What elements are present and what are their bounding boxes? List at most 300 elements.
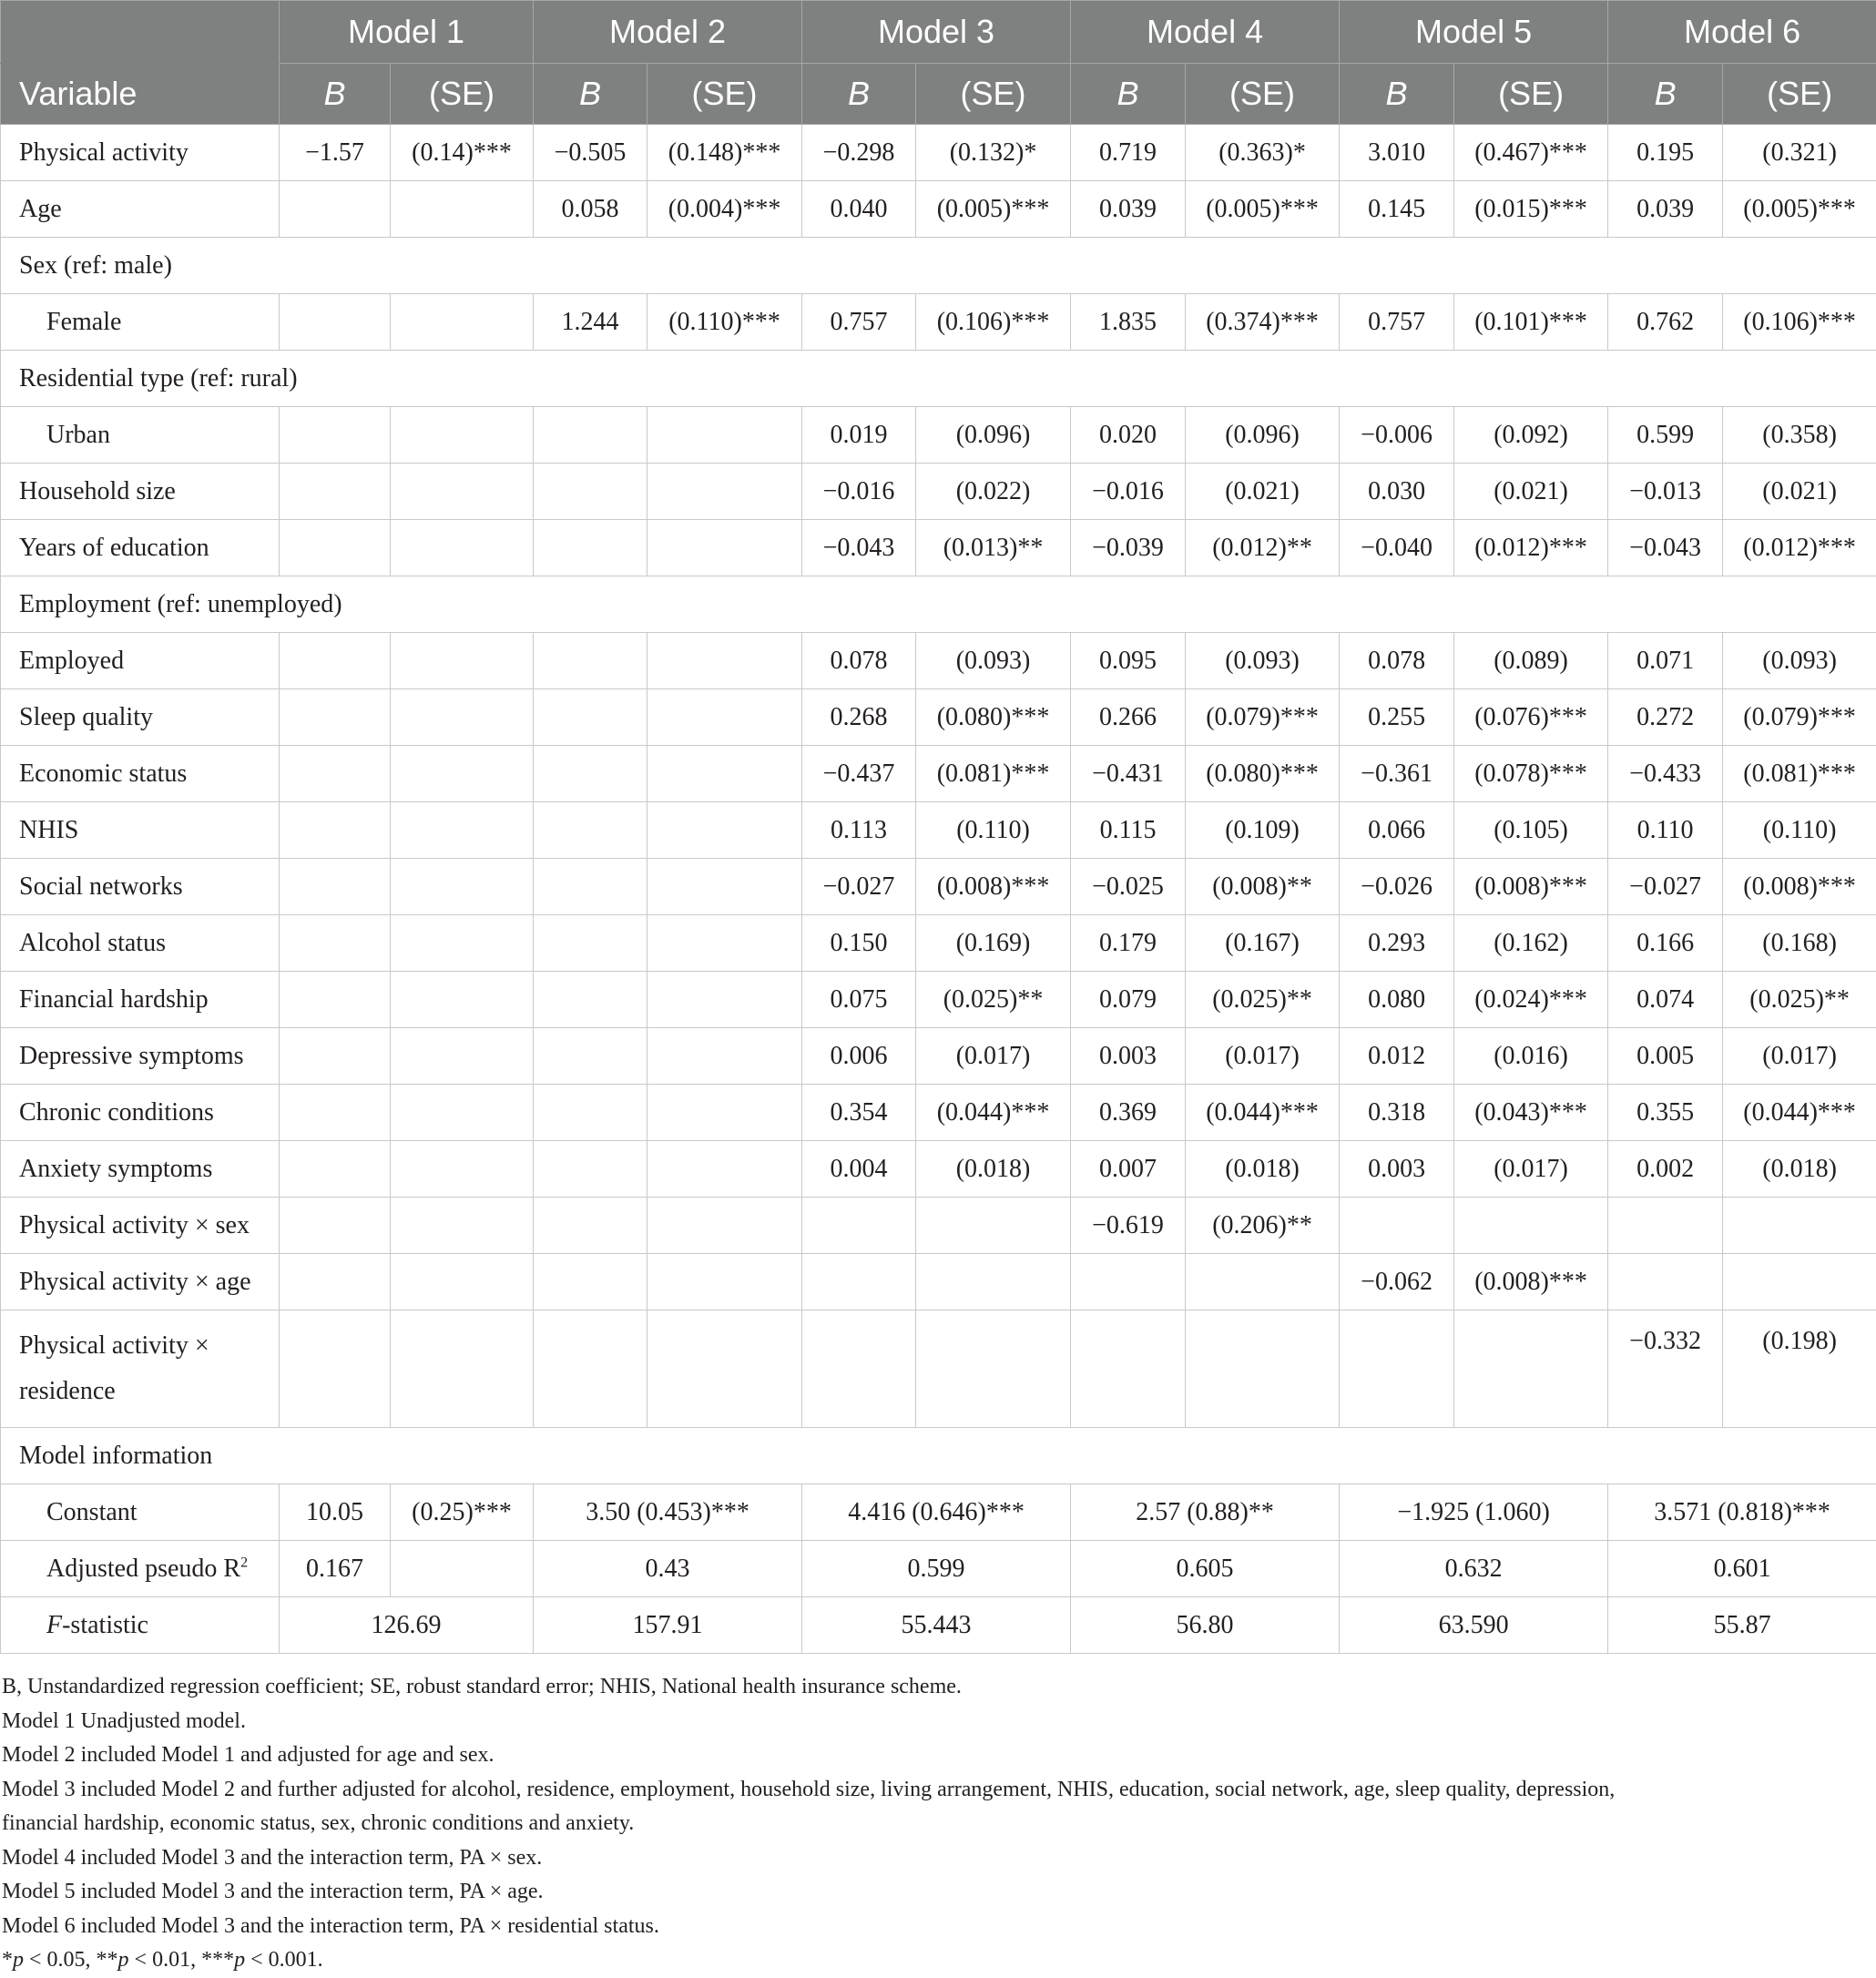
cell-se: (0.008)*** — [916, 859, 1071, 915]
note-model-3-line-2: financial hardship, economic status, sex, chronic conditions and anxiety. — [2, 1807, 1876, 1841]
cell-se: (0.25)*** — [391, 1484, 534, 1541]
cell-merged: 0.632 — [1340, 1541, 1608, 1597]
cell-b — [802, 1198, 916, 1254]
header-se: (SE) — [1723, 64, 1876, 125]
cell-se: (0.14)*** — [391, 125, 534, 181]
cell-se: (0.206)** — [1186, 1198, 1340, 1254]
table-row — [1, 1028, 1876, 1085]
cell-se — [1454, 1310, 1608, 1428]
row-label: Employed — [1, 633, 280, 689]
cell-se — [916, 1198, 1071, 1254]
cell-b: 0.110 — [1608, 802, 1723, 859]
cell-se — [1454, 1198, 1608, 1254]
cell-se — [647, 1254, 802, 1310]
cell-se: (0.044)*** — [1186, 1085, 1340, 1141]
cell-b — [1608, 1198, 1723, 1254]
cell-b: 0.166 — [1608, 915, 1723, 972]
cell-se: (0.008)*** — [1454, 859, 1608, 915]
row-label: Social networks — [1, 859, 280, 915]
cell-se: (0.148)*** — [647, 125, 802, 181]
cell-b — [280, 294, 391, 351]
header-model-4: Model 4 — [1071, 1, 1340, 64]
constant-row — [1, 1484, 1876, 1541]
table-row — [1, 1085, 1876, 1141]
cell-b — [802, 1254, 916, 1310]
table-row — [1, 859, 1876, 915]
header-b: B — [1608, 64, 1723, 125]
table-body — [1, 125, 1876, 1654]
cell-se: (0.008)*** — [1723, 859, 1876, 915]
cell-b: 0.007 — [1071, 1141, 1186, 1198]
cell-se — [391, 689, 534, 746]
header-row-models — [1, 1, 1876, 64]
cell-se: (0.013)** — [916, 520, 1071, 576]
row-label: Household size — [1, 464, 280, 520]
table-row — [1, 802, 1876, 859]
header-model-3: Model 3 — [802, 1, 1071, 64]
cell-b: 0.003 — [1340, 1141, 1454, 1198]
cell-se — [647, 407, 802, 464]
cell-se: (0.044)*** — [1723, 1085, 1876, 1141]
header-model-5: Model 5 — [1340, 1, 1608, 64]
cell-b: −0.043 — [802, 520, 916, 576]
cell-se: (0.080)*** — [1186, 746, 1340, 802]
cell-b: −0.361 — [1340, 746, 1454, 802]
cell-b: 0.030 — [1340, 464, 1454, 520]
cell-se: (0.021) — [1186, 464, 1340, 520]
cell-b: 0.318 — [1340, 1085, 1454, 1141]
cell-b: 0.074 — [1608, 972, 1723, 1028]
cell-b: 0.078 — [802, 633, 916, 689]
cell-se: (0.093) — [1186, 633, 1340, 689]
cell-b: −0.027 — [802, 859, 916, 915]
cell-se: (0.093) — [1723, 633, 1876, 689]
cell-se — [391, 464, 534, 520]
cell-b — [1071, 1310, 1186, 1428]
row-label: Urban — [1, 407, 280, 464]
cell-se — [391, 1541, 534, 1597]
cell-se — [647, 915, 802, 972]
table-row — [1, 1310, 1876, 1428]
cell-se — [916, 1310, 1071, 1428]
cell-se — [391, 859, 534, 915]
cell-merged: 56.80 — [1071, 1597, 1340, 1654]
cell-b: 0.167 — [280, 1541, 391, 1597]
cell-se: (0.015)*** — [1454, 181, 1608, 238]
cell-merged: 2.57 (0.88)** — [1071, 1484, 1340, 1541]
row-label: Female — [1, 294, 280, 351]
table-row — [1, 125, 1876, 181]
row-label: Physical activity — [1, 125, 280, 181]
cell-b: 0.272 — [1608, 689, 1723, 746]
header-b: B — [280, 64, 391, 125]
sig-stars: ** — [97, 1948, 118, 1972]
table-row — [1, 746, 1876, 802]
cell-b: 0.039 — [1608, 181, 1723, 238]
cell-b: 0.005 — [1608, 1028, 1723, 1085]
cell-b: 0.071 — [1608, 633, 1723, 689]
row-label-text: -statistic — [62, 1611, 148, 1639]
cell-se — [391, 1254, 534, 1310]
cell-se: (0.321) — [1723, 125, 1876, 181]
cell-b: 0.293 — [1340, 915, 1454, 972]
cell-b — [534, 520, 647, 576]
cell-b: 0.079 — [1071, 972, 1186, 1028]
cell-se — [647, 520, 802, 576]
cell-se — [391, 915, 534, 972]
cell-se: (0.374)*** — [1186, 294, 1340, 351]
cell-se: (0.021) — [1723, 464, 1876, 520]
cell-se: (0.017) — [916, 1028, 1071, 1085]
cell-b: 0.058 — [534, 181, 647, 238]
row-label: Model information — [1, 1428, 1876, 1484]
cell-se: (0.162) — [1454, 915, 1608, 972]
row-label: Depressive symptoms — [1, 1028, 280, 1085]
cell-b: −0.016 — [1071, 464, 1186, 520]
cell-merged: 157.91 — [534, 1597, 802, 1654]
cell-b — [534, 1085, 647, 1141]
cell-b: −0.040 — [1340, 520, 1454, 576]
cell-se: (0.018) — [916, 1141, 1071, 1198]
cell-se — [391, 1198, 534, 1254]
cell-b: 0.599 — [1608, 407, 1723, 464]
cell-b: 0.145 — [1340, 181, 1454, 238]
cell-se: (0.169) — [916, 915, 1071, 972]
sig-p: p — [234, 1948, 245, 1972]
row-label — [1, 1541, 280, 1597]
note-model-5: Model 5 included Model 3 and the interaction term, PA × age. — [2, 1875, 1876, 1910]
cell-se — [391, 802, 534, 859]
cell-se: (0.198) — [1723, 1310, 1876, 1428]
cell-se: (0.110) — [916, 802, 1071, 859]
row-label — [1, 1597, 280, 1654]
cell-b — [280, 972, 391, 1028]
note-significance — [2, 1943, 1876, 1978]
cell-se: (0.043)*** — [1454, 1085, 1608, 1141]
cell-b: 0.095 — [1071, 633, 1186, 689]
cell-se: (0.004)*** — [647, 181, 802, 238]
cell-se: (0.079)*** — [1723, 689, 1876, 746]
cell-b — [534, 1254, 647, 1310]
cell-b — [280, 689, 391, 746]
cell-se: (0.076)*** — [1454, 689, 1608, 746]
header-variable: Variable — [1, 64, 280, 125]
cell-merged: 0.605 — [1071, 1541, 1340, 1597]
cell-merged: 55.87 — [1608, 1597, 1876, 1654]
row-label: Anxiety symptoms — [1, 1141, 280, 1198]
cell-se — [647, 802, 802, 859]
cell-b: 0.020 — [1071, 407, 1186, 464]
cell-b: −0.437 — [802, 746, 916, 802]
cell-se — [1723, 1254, 1876, 1310]
cell-se: (0.167) — [1186, 915, 1340, 972]
sig-threshold: < 0.001. — [245, 1948, 323, 1972]
row-label-italic: F — [46, 1611, 62, 1639]
cell-b: 0.369 — [1071, 1085, 1186, 1141]
cell-b: 0.354 — [802, 1085, 916, 1141]
cell-b: 0.195 — [1608, 125, 1723, 181]
cell-se: (0.363)* — [1186, 125, 1340, 181]
cell-b: 1.244 — [534, 294, 647, 351]
cell-b — [1071, 1254, 1186, 1310]
cell-se — [391, 1085, 534, 1141]
table-row — [1, 915, 1876, 972]
cell-b — [280, 1254, 391, 1310]
table-row — [1, 576, 1876, 633]
table-row — [1, 972, 1876, 1028]
cell-b: 0.019 — [802, 407, 916, 464]
cell-se: (0.005)*** — [1723, 181, 1876, 238]
cell-se — [1723, 1198, 1876, 1254]
row-label: Sex (ref: male) — [1, 238, 1876, 294]
cell-se: (0.017) — [1186, 1028, 1340, 1085]
table-notes — [0, 1654, 1876, 1978]
cell-se — [647, 689, 802, 746]
cell-b: −0.039 — [1071, 520, 1186, 576]
cell-b — [534, 802, 647, 859]
cell-b: −0.433 — [1608, 746, 1723, 802]
cell-b: 0.179 — [1071, 915, 1186, 972]
cell-se: (0.096) — [916, 407, 1071, 464]
cell-b: 0.078 — [1340, 633, 1454, 689]
cell-b — [280, 1141, 391, 1198]
cell-se — [647, 1198, 802, 1254]
header-model-2: Model 2 — [534, 1, 802, 64]
cell-b — [534, 633, 647, 689]
header-b: B — [1071, 64, 1186, 125]
cell-se: (0.017) — [1454, 1141, 1608, 1198]
table-row — [1, 181, 1876, 238]
sig-stars: *** — [201, 1948, 234, 1972]
cell-b: 1.835 — [1071, 294, 1186, 351]
table-row — [1, 520, 1876, 576]
table-row — [1, 633, 1876, 689]
cell-b: 0.066 — [1340, 802, 1454, 859]
cell-se: (0.008)*** — [1454, 1254, 1608, 1310]
cell-se: (0.005)*** — [1186, 181, 1340, 238]
cell-se: (0.018) — [1723, 1141, 1876, 1198]
cell-se — [647, 859, 802, 915]
cell-se: (0.081)*** — [916, 746, 1071, 802]
cell-se: (0.080)*** — [916, 689, 1071, 746]
cell-b — [534, 1310, 647, 1428]
cell-se: (0.093) — [916, 633, 1071, 689]
cell-merged: 3.50 (0.453)*** — [534, 1484, 802, 1541]
cell-b: −0.332 — [1608, 1310, 1723, 1428]
row-label: Chronic conditions — [1, 1085, 280, 1141]
cell-b — [534, 972, 647, 1028]
cell-b: −0.026 — [1340, 859, 1454, 915]
cell-b — [280, 915, 391, 972]
header-se: (SE) — [916, 64, 1071, 125]
table-row — [1, 464, 1876, 520]
cell-b — [280, 1198, 391, 1254]
cell-b — [802, 1310, 916, 1428]
table-row — [1, 1428, 1876, 1484]
cell-se: (0.017) — [1723, 1028, 1876, 1085]
row-label: Age — [1, 181, 280, 238]
cell-b — [1340, 1198, 1454, 1254]
cell-b: 0.355 — [1608, 1085, 1723, 1141]
header-se: (SE) — [1186, 64, 1340, 125]
cell-b — [534, 689, 647, 746]
note-model-3-line-1: Model 3 included Model 2 and further adjusted for alcohol, residence, employment, household size, living arrangement, NHIS, education, social network, age, sleep quality, depression, — [2, 1773, 1876, 1808]
note-model-1: Model 1 Unadjusted model. — [2, 1705, 1876, 1739]
cell-se: (0.025)** — [1186, 972, 1340, 1028]
cell-se: (0.110) — [1723, 802, 1876, 859]
cell-se: (0.018) — [1186, 1141, 1340, 1198]
cell-b: 0.006 — [802, 1028, 916, 1085]
cell-b: 0.762 — [1608, 294, 1723, 351]
header-se: (SE) — [647, 64, 802, 125]
cell-b — [280, 859, 391, 915]
cell-se: (0.079)*** — [1186, 689, 1340, 746]
row-label: Years of education — [1, 520, 280, 576]
cell-merged: 3.571 (0.818)*** — [1608, 1484, 1876, 1541]
cell-b — [534, 407, 647, 464]
cell-b: −0.016 — [802, 464, 916, 520]
cell-b: 0.040 — [802, 181, 916, 238]
cell-b — [1608, 1254, 1723, 1310]
header-se: (SE) — [391, 64, 534, 125]
cell-b: −0.298 — [802, 125, 916, 181]
cell-b: 0.719 — [1071, 125, 1186, 181]
cell-se: (0.078)*** — [1454, 746, 1608, 802]
cell-se: (0.109) — [1186, 802, 1340, 859]
row-label: Physical activity × age — [1, 1254, 280, 1310]
cell-se: (0.044)*** — [916, 1085, 1071, 1141]
cell-se: (0.012)** — [1186, 520, 1340, 576]
header-b: B — [534, 64, 647, 125]
table-row — [1, 294, 1876, 351]
cell-b — [280, 802, 391, 859]
cell-b — [280, 746, 391, 802]
cell-se: (0.021) — [1454, 464, 1608, 520]
cell-b — [534, 464, 647, 520]
row-label: Constant — [1, 1484, 280, 1541]
cell-merged: 126.69 — [280, 1597, 534, 1654]
cell-se — [1186, 1254, 1340, 1310]
cell-se — [391, 1310, 534, 1428]
cell-se — [391, 1028, 534, 1085]
cell-b: 0.115 — [1071, 802, 1186, 859]
cell-se — [647, 746, 802, 802]
cell-b: 3.010 — [1340, 125, 1454, 181]
row-label: Employment (ref: unemployed) — [1, 576, 1876, 633]
table-row — [1, 351, 1876, 407]
table-row — [1, 407, 1876, 464]
cell-se — [647, 1085, 802, 1141]
cell-b — [280, 1310, 391, 1428]
cell-b: −1.57 — [280, 125, 391, 181]
cell-se: (0.096) — [1186, 407, 1340, 464]
row-label: Physical activity × sex — [1, 1198, 280, 1254]
cell-merged: −1.925 (1.060) — [1340, 1484, 1608, 1541]
f-statistic-row — [1, 1597, 1876, 1654]
cell-b: −0.043 — [1608, 520, 1723, 576]
cell-se — [647, 633, 802, 689]
cell-b: −0.431 — [1071, 746, 1186, 802]
row-label-text: Adjusted pseudo R — [46, 1555, 240, 1583]
cell-se: (0.110)*** — [647, 294, 802, 351]
cell-b: 0.003 — [1071, 1028, 1186, 1085]
cell-b: 0.150 — [802, 915, 916, 972]
cell-se: (0.467)*** — [1454, 125, 1608, 181]
cell-b: 10.05 — [280, 1484, 391, 1541]
cell-se — [1186, 1310, 1340, 1428]
cell-se: (0.022) — [916, 464, 1071, 520]
cell-b — [280, 464, 391, 520]
row-label: Physical activity × residence — [1, 1310, 280, 1428]
header-model-6: Model 6 — [1608, 1, 1876, 64]
cell-b: −0.006 — [1340, 407, 1454, 464]
cell-se: (0.005)*** — [916, 181, 1071, 238]
cell-se — [647, 972, 802, 1028]
cell-se: (0.089) — [1454, 633, 1608, 689]
cell-se: (0.008)** — [1186, 859, 1340, 915]
note-model-6: Model 6 included Model 3 and the interaction term, PA × residential status. — [2, 1910, 1876, 1944]
cell-b: 0.268 — [802, 689, 916, 746]
cell-se: (0.025)** — [1723, 972, 1876, 1028]
cell-b: −0.013 — [1608, 464, 1723, 520]
header-blank — [1, 1, 280, 64]
cell-se — [647, 1141, 802, 1198]
cell-se: (0.081)*** — [1723, 746, 1876, 802]
note-model-2: Model 2 included Model 1 and adjusted for age and sex. — [2, 1738, 1876, 1773]
cell-se: (0.106)*** — [916, 294, 1071, 351]
note-abbreviations: B, Unstandardized regression coefficient; SE, robust standard error; NHIS, National health insurance scheme. — [2, 1670, 1876, 1705]
cell-se — [916, 1254, 1071, 1310]
cell-b: 0.012 — [1340, 1028, 1454, 1085]
header-b: B — [1340, 64, 1454, 125]
row-label: Economic status — [1, 746, 280, 802]
cell-se — [391, 746, 534, 802]
cell-b — [534, 746, 647, 802]
cell-se — [391, 294, 534, 351]
cell-se — [391, 520, 534, 576]
cell-se — [391, 972, 534, 1028]
cell-b: 0.757 — [802, 294, 916, 351]
cell-se: (0.101)*** — [1454, 294, 1608, 351]
cell-merged: 0.43 — [534, 1541, 802, 1597]
header-se: (SE) — [1454, 64, 1608, 125]
header-row-columns — [1, 64, 1876, 125]
cell-merged: 0.601 — [1608, 1541, 1876, 1597]
cell-se: (0.016) — [1454, 1028, 1608, 1085]
cell-b: −0.025 — [1071, 859, 1186, 915]
cell-b: 0.002 — [1608, 1141, 1723, 1198]
table-row — [1, 1254, 1876, 1310]
cell-se: (0.012)*** — [1723, 520, 1876, 576]
cell-b — [1340, 1310, 1454, 1428]
adjusted-r2-row — [1, 1541, 1876, 1597]
cell-b — [280, 407, 391, 464]
cell-b — [280, 1085, 391, 1141]
cell-b — [534, 859, 647, 915]
cell-b: 0.004 — [802, 1141, 916, 1198]
cell-b — [534, 1141, 647, 1198]
row-label: Residential type (ref: rural) — [1, 351, 1876, 407]
cell-b: 0.266 — [1071, 689, 1186, 746]
table-row — [1, 238, 1876, 294]
cell-se: (0.106)*** — [1723, 294, 1876, 351]
note-model-4: Model 4 included Model 3 and the interaction term, PA × sex. — [2, 1841, 1876, 1876]
cell-b — [534, 1198, 647, 1254]
table-row — [1, 689, 1876, 746]
row-label: NHIS — [1, 802, 280, 859]
cell-b: 0.255 — [1340, 689, 1454, 746]
cell-merged: 63.590 — [1340, 1597, 1608, 1654]
